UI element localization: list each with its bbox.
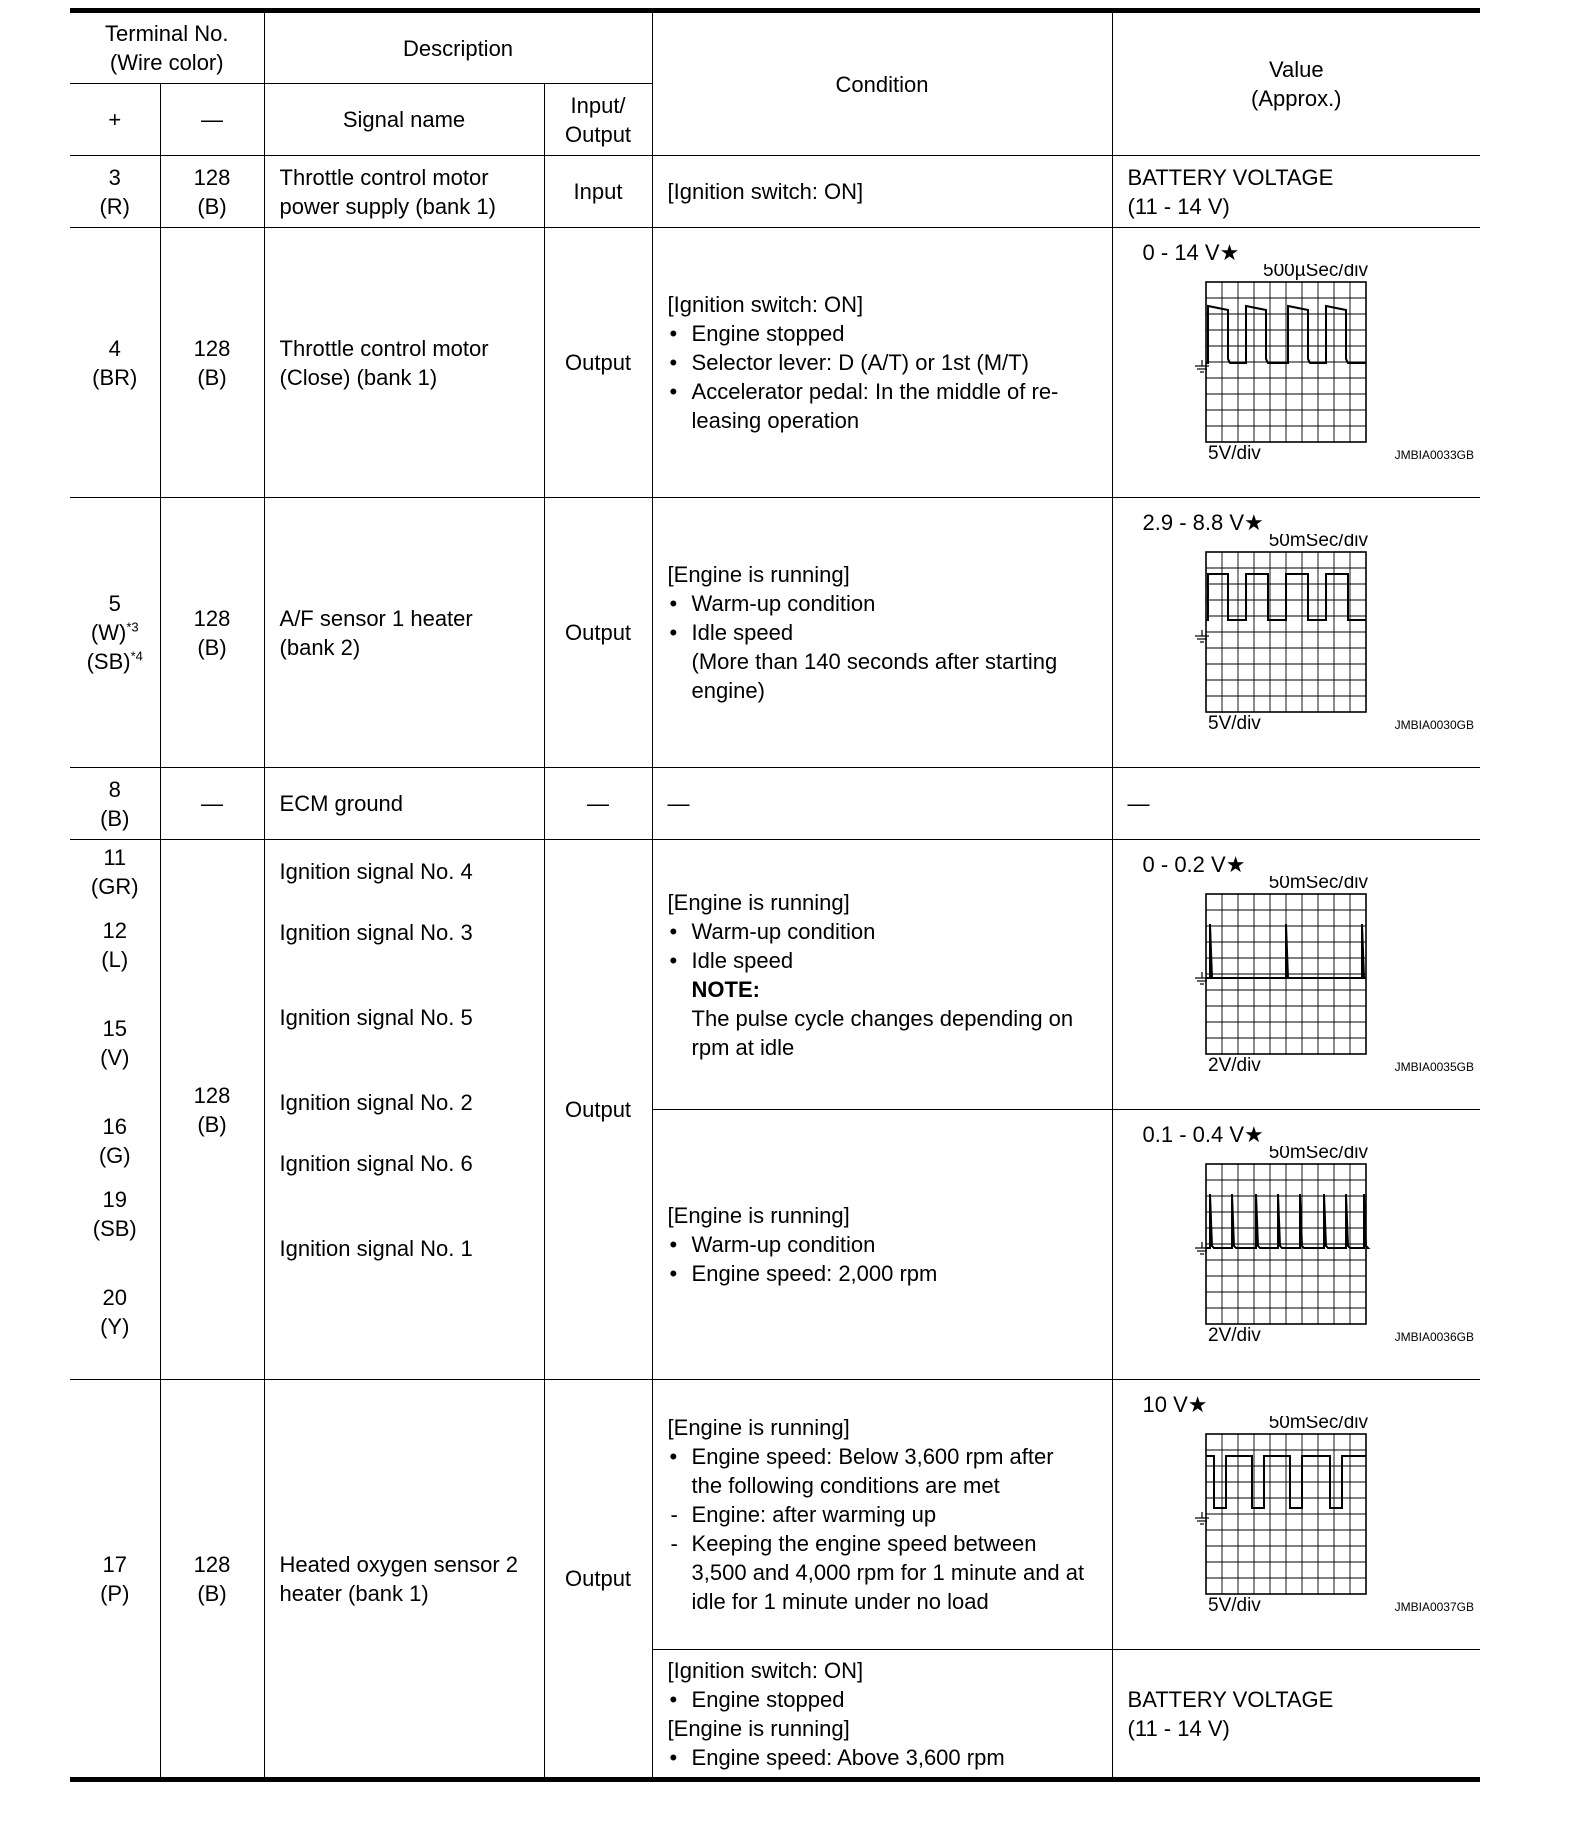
value-cell xyxy=(1112,1380,1480,1650)
header-value xyxy=(1112,13,1480,156)
terminal-number: 12 xyxy=(102,918,127,943)
condition-cell xyxy=(652,1110,1112,1380)
terminal-minus-line: 128 xyxy=(193,164,231,190)
terminal-plus-line: 8 xyxy=(108,776,121,802)
terminal-minus-cell xyxy=(160,228,264,498)
wire-color: (V) xyxy=(100,1045,130,1070)
header-description: Description xyxy=(264,13,652,84)
condition-line: • Warm-up condition xyxy=(668,1230,1104,1259)
signal-name-line: Ignition signal No. 2 xyxy=(279,1090,473,1115)
condition-line: • Selector lever: D (A/T) or 1st (M/T) xyxy=(668,348,1104,377)
terminal-minus-line: (B) xyxy=(197,364,227,390)
value-range xyxy=(1143,238,1240,267)
terminal-minus-line: (B) xyxy=(197,1580,227,1606)
terminal-plus-cell xyxy=(70,840,160,1380)
condition-line: NOTE: xyxy=(691,976,760,1002)
condition-line: • Engine speed: 2,000 rpm xyxy=(668,1259,1104,1288)
star-icon: ★ xyxy=(1219,240,1240,265)
footnote-mark: *4 xyxy=(130,648,143,664)
header-approx-label: (Approx.) xyxy=(1251,86,1342,111)
value-box xyxy=(1128,228,1481,496)
terminal-plus-group xyxy=(70,1283,160,1341)
wire-color: (GR) xyxy=(90,874,139,899)
condition-cell xyxy=(652,498,1112,768)
condition-line: [Engine is running] xyxy=(667,1203,850,1228)
value-line: BATTERY VOLTAGE xyxy=(1127,1686,1334,1712)
condition-line: [Engine is running] xyxy=(667,562,850,587)
value-cell xyxy=(1112,1650,1480,1778)
time-div-label: 50mSec/div xyxy=(1268,1146,1368,1163)
terminal-minus-line: 128 xyxy=(193,335,231,361)
header-terminal xyxy=(70,13,264,84)
signal-name-line: heater (bank 1) xyxy=(279,1580,429,1606)
condition-line: • Engine stopped xyxy=(668,319,1104,348)
terminal-plus-line: (BR) xyxy=(92,364,138,390)
header-plus: + xyxy=(70,84,160,156)
io-cell: Output xyxy=(544,840,652,1380)
signal-name-line: Ignition signal No. 1 xyxy=(279,1236,473,1261)
volt-div-label: 2V/div xyxy=(1207,1325,1261,1346)
value-cell xyxy=(1112,840,1480,1110)
condition-line: idle for 1 minute under no load xyxy=(691,1589,989,1614)
waveform-trace xyxy=(1206,924,1366,978)
oscilloscope-waveform xyxy=(1190,264,1490,494)
terminal-plus-line: 3 xyxy=(108,164,121,190)
terminal-plus-cell xyxy=(70,156,160,228)
figure-code: JMBIA0037GB xyxy=(1394,1600,1474,1614)
condition-cell xyxy=(652,840,1112,1110)
volt-div-label: 5V/div xyxy=(1207,443,1261,464)
terminal-plus-group xyxy=(70,843,160,901)
value-box xyxy=(1128,1380,1481,1648)
terminal-minus-line: 128 xyxy=(193,1082,231,1108)
condition-line: 3,500 and 4,000 rpm for 1 minute and at xyxy=(691,1560,1085,1585)
terminal-number: 16 xyxy=(102,1114,127,1139)
figure-code: JMBIA0030GB xyxy=(1394,718,1474,732)
condition-line: • Engine speed: Below 3,600 rpm after xyxy=(668,1442,1104,1471)
terminal-number: 20 xyxy=(102,1285,127,1310)
value-cell xyxy=(1112,228,1480,498)
terminal-plus-line: (P) xyxy=(100,1580,130,1606)
value-box xyxy=(1128,498,1481,766)
table-row xyxy=(70,768,1480,840)
wire-color: (SB) xyxy=(92,1216,137,1241)
ecm-terminal-table xyxy=(70,12,1480,1778)
volt-div-label: 5V/div xyxy=(1207,713,1261,734)
wire-color: (W) xyxy=(90,620,127,645)
condition-line: [Engine is running] xyxy=(667,889,850,915)
oscilloscope-waveform xyxy=(1190,876,1490,1106)
value-box xyxy=(1128,840,1481,1108)
condition-cell xyxy=(652,1650,1112,1778)
terminal-plus-cell xyxy=(70,768,160,840)
value-range-text: 0 - 14 V xyxy=(1142,240,1220,265)
terminal-minus-line: (B) xyxy=(197,193,227,219)
header-signal-name: Signal name xyxy=(264,84,544,156)
condition-line: the following conditions are met xyxy=(691,1473,1000,1498)
condition-line: • Accelerator pedal: In the middle of re- xyxy=(668,377,1104,406)
figure-code: JMBIA0036GB xyxy=(1394,1330,1474,1344)
terminal-number: 11 xyxy=(103,845,127,870)
signal-name-line: Ignition signal No. 4 xyxy=(279,859,473,884)
terminal-plus-line: 17 xyxy=(102,1551,127,1577)
time-div-label: 500µSec/div xyxy=(1262,264,1368,281)
terminal-minus-line: (B) xyxy=(197,634,227,660)
table-row xyxy=(70,1380,1480,1650)
wire-color: (G) xyxy=(98,1143,131,1168)
terminal-plus-cell xyxy=(70,498,160,768)
table-row xyxy=(70,498,1480,768)
terminal-plus-line: (R) xyxy=(99,193,131,219)
value-range-text: 0.1 - 0.4 V xyxy=(1142,1122,1245,1147)
header-terminal-label: Terminal No. xyxy=(105,21,229,46)
terminal-number: 19 xyxy=(102,1187,127,1212)
signal-name-line: (Close) (bank 1) xyxy=(279,364,438,390)
terminal-plus-line xyxy=(70,647,160,676)
oscilloscope-waveform xyxy=(1190,1416,1490,1646)
condition-line: leasing operation xyxy=(691,408,860,433)
condition-list xyxy=(668,1413,1104,1616)
value-line: BATTERY VOLTAGE xyxy=(1127,164,1334,190)
signal-name-line: Ignition signal No. 6 xyxy=(279,1151,473,1176)
terminal-minus-line: — xyxy=(201,791,223,816)
value-range-text: 2.9 - 8.8 V xyxy=(1142,510,1245,535)
waveform-trace xyxy=(1206,1194,1368,1248)
signal-name-cell xyxy=(264,1380,544,1778)
signal-name-line: (bank 2) xyxy=(279,634,361,660)
value-line: (11 - 14 V) xyxy=(1127,193,1230,219)
condition-line: - Keeping the engine speed between xyxy=(668,1529,1104,1558)
signal-name-line: power supply (bank 1) xyxy=(279,193,496,219)
signal-name-line: Heated oxygen sensor 2 xyxy=(279,1551,519,1577)
condition-cell xyxy=(652,228,1112,498)
io-cell: — xyxy=(544,768,652,840)
terminal-plus-cell xyxy=(70,228,160,498)
condition-line: • Warm-up condition xyxy=(668,589,1104,618)
terminal-minus-cell xyxy=(160,156,264,228)
terminal-minus-cell xyxy=(160,498,264,768)
terminal-minus-line: 128 xyxy=(193,1551,231,1577)
condition-line: [Ignition switch: ON] xyxy=(667,179,864,204)
condition-line: • Idle speed xyxy=(668,946,1104,975)
condition-list xyxy=(668,290,1104,435)
terminal-plus-line: 5 xyxy=(108,591,121,616)
figure-code: JMBIA0035GB xyxy=(1394,1060,1474,1074)
io-cell: Output xyxy=(544,498,652,768)
terminal-minus-line: 128 xyxy=(193,605,231,631)
signal-name-cell xyxy=(264,156,544,228)
signal-name-line: A/F sensor 1 heater xyxy=(279,605,473,631)
signal-name-cell xyxy=(264,768,544,840)
condition-cell xyxy=(652,156,1112,228)
condition-line: [Ignition switch: ON] xyxy=(667,1657,864,1683)
condition-list xyxy=(668,789,1104,818)
terminal-plus-group xyxy=(70,1112,160,1170)
value-range xyxy=(1143,1120,1264,1149)
wire-color: (Y) xyxy=(100,1314,130,1339)
value-range xyxy=(1143,508,1264,537)
value-range-text: 10 V xyxy=(1142,1392,1188,1417)
condition-cell xyxy=(652,1380,1112,1650)
star-icon: ★ xyxy=(1244,510,1264,535)
signal-name-line: ECM ground xyxy=(279,791,404,816)
condition-list xyxy=(668,1201,1104,1288)
header-wire-color-label: (Wire color) xyxy=(109,50,224,75)
terminal-minus-cell xyxy=(160,840,264,1380)
header-io-label: Input/ Output xyxy=(565,92,632,147)
signal-name-line: Throttle control motor xyxy=(279,335,489,361)
wire-color: (L) xyxy=(101,947,129,972)
signal-name-cell xyxy=(264,840,544,1380)
table-row xyxy=(70,156,1480,228)
header-value-label: Value xyxy=(1268,57,1324,82)
io-cell: Output xyxy=(544,1380,652,1778)
signal-name-line: Throttle control motor xyxy=(279,164,489,190)
terminal-plus-line xyxy=(70,618,160,647)
star-icon: ★ xyxy=(1244,1122,1264,1147)
terminal-plus-group xyxy=(70,1185,160,1243)
value-cell xyxy=(1112,498,1480,768)
oscilloscope-waveform xyxy=(1190,1146,1490,1376)
condition-line: • Engine stopped xyxy=(668,1685,1104,1714)
value-range xyxy=(1143,1390,1208,1419)
condition-line: • Idle speed xyxy=(668,618,1104,647)
value-range-text: 0 - 0.2 V xyxy=(1142,852,1226,877)
signal-name-line: Ignition signal No. 5 xyxy=(279,1005,473,1030)
header-minus: — xyxy=(160,84,264,156)
terminal-minus-cell xyxy=(160,1380,264,1778)
value-box xyxy=(1128,1110,1481,1378)
header-condition: Condition xyxy=(652,13,1112,156)
condition-line: • Engine speed: Above 3,600 rpm xyxy=(668,1743,1104,1772)
terminal-plus-group xyxy=(70,1014,160,1072)
condition-line: - Engine: after warming up xyxy=(668,1500,1104,1529)
star-icon: ★ xyxy=(1225,852,1246,877)
time-div-label: 50mSec/div xyxy=(1268,876,1368,893)
bottom-rule xyxy=(70,1778,1480,1782)
table-row xyxy=(70,840,1480,1110)
condition-list xyxy=(668,560,1104,705)
value-cell xyxy=(1112,156,1480,228)
value-cell xyxy=(1112,768,1480,840)
terminal-plus-line: 4 xyxy=(108,335,121,361)
volt-div-label: 5V/div xyxy=(1207,1595,1261,1616)
footnote-mark: *3 xyxy=(126,619,139,635)
condition-list xyxy=(668,1656,1104,1772)
star-icon: ★ xyxy=(1187,1392,1208,1417)
condition-line: • Warm-up condition xyxy=(668,917,1104,946)
oscilloscope-waveform xyxy=(1190,534,1490,764)
condition-line: [Engine is running] xyxy=(667,1715,850,1741)
terminal-number: 15 xyxy=(102,1016,127,1041)
time-div-label: 50mSec/div xyxy=(1268,534,1368,551)
table-row xyxy=(70,228,1480,498)
figure-code: JMBIA0033GB xyxy=(1394,448,1474,462)
condition-list xyxy=(668,177,1104,206)
time-div-label: 50mSec/div xyxy=(1268,1416,1368,1433)
condition-line: [Engine is running] xyxy=(667,1415,850,1440)
waveform-trace xyxy=(1206,574,1366,620)
volt-div-label: 2V/div xyxy=(1207,1055,1261,1076)
value-cell xyxy=(1112,1110,1480,1380)
terminal-plus-cell xyxy=(70,1380,160,1778)
header-io xyxy=(544,84,652,156)
condition-cell xyxy=(652,768,1112,840)
condition-line: rpm at idle xyxy=(691,1034,795,1060)
terminal-plus-line: (B) xyxy=(100,805,130,831)
condition-list xyxy=(668,888,1104,1062)
value-line: (11 - 14 V) xyxy=(1127,1715,1230,1741)
signal-name-cell xyxy=(264,228,544,498)
value-range xyxy=(1143,850,1246,879)
condition-line: [Ignition switch: ON] xyxy=(667,292,864,317)
terminal-plus-group xyxy=(70,916,160,974)
condition-line: engine) xyxy=(691,678,765,703)
terminal-minus-line: (B) xyxy=(197,1111,227,1137)
signal-name-line: Ignition signal No. 3 xyxy=(279,920,473,945)
wire-color: (SB) xyxy=(86,649,131,674)
io-cell: Output xyxy=(544,228,652,498)
io-cell: Input xyxy=(544,156,652,228)
condition-line: The pulse cycle changes depending on xyxy=(691,1005,1074,1031)
condition-line: (More than 140 seconds after starting xyxy=(691,649,1058,674)
condition-line: — xyxy=(667,791,690,816)
signal-name-cell xyxy=(264,498,544,768)
terminal-minus-cell xyxy=(160,768,264,840)
value-line: — xyxy=(1127,791,1150,816)
